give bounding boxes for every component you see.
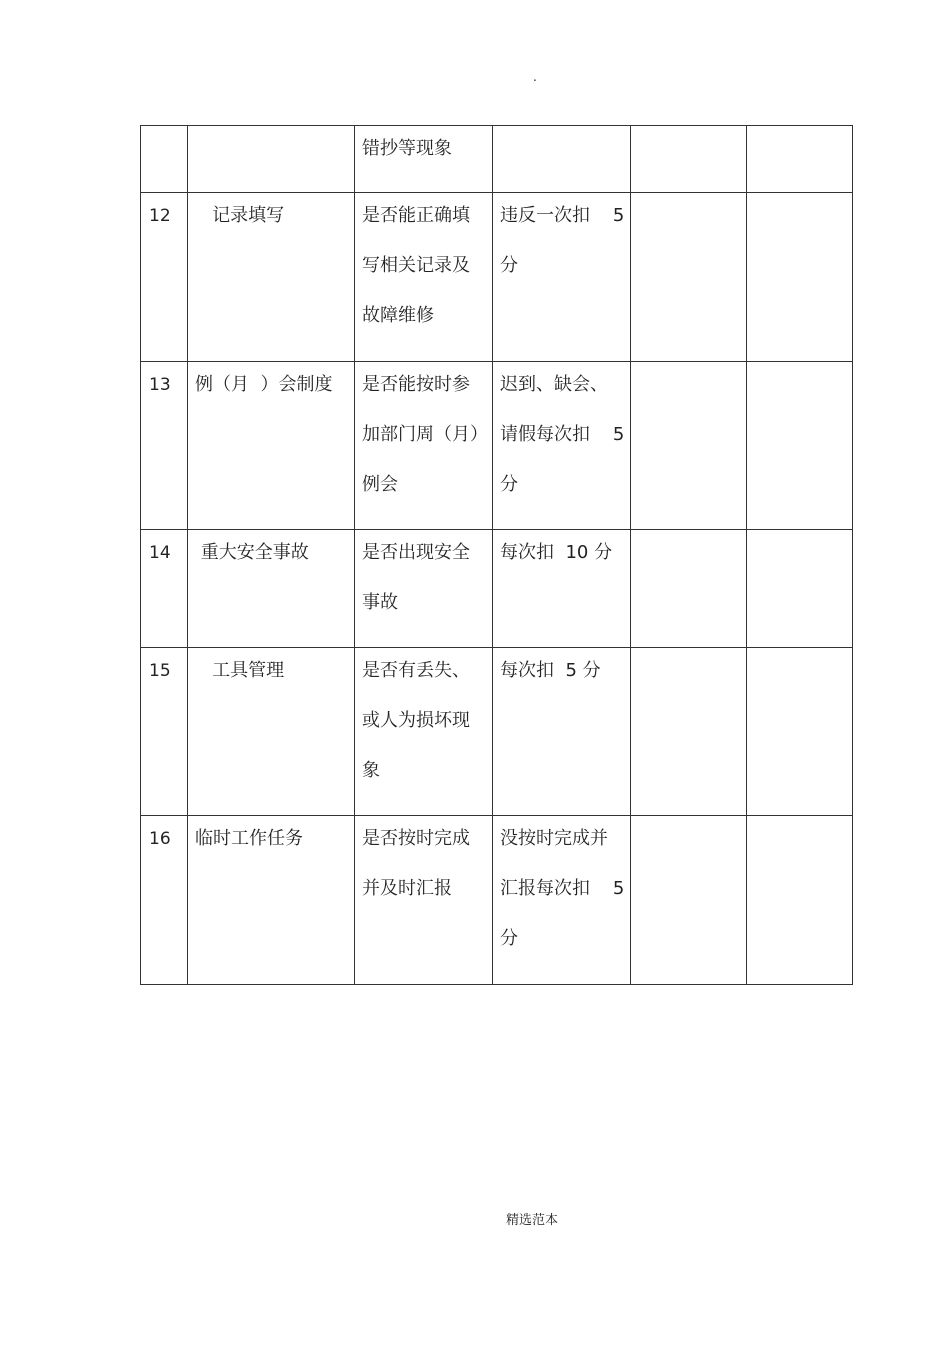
item-cell: 例（月 ）会制度 <box>188 362 355 530</box>
deduction-line: 每次扣 10 分 <box>500 542 613 563</box>
criteria-line: 是否按时完成 <box>362 828 470 849</box>
score-cell <box>631 362 747 530</box>
table-row <box>141 126 853 193</box>
criteria-cell <box>355 126 493 193</box>
row-number-cell <box>141 126 188 193</box>
criteria-line: 是否能按时参 <box>362 374 470 395</box>
criteria-line: 象 <box>362 760 380 781</box>
criteria-line: 例会 <box>362 474 398 495</box>
table-row <box>141 362 853 530</box>
criteria-line: 是否有丢失、 <box>362 660 470 681</box>
remark-cell <box>747 193 853 362</box>
item-cell <box>188 126 355 193</box>
criteria-line: 或人为损坏现 <box>362 710 470 731</box>
header-mark: . <box>533 70 537 84</box>
deduction-cell <box>493 530 631 648</box>
remark-cell <box>747 816 853 985</box>
deduction-cell <box>493 816 631 985</box>
score-cell <box>631 530 747 648</box>
criteria-line: 写相关记录及 <box>362 255 470 276</box>
criteria-line: 是否能正确填 <box>362 205 470 226</box>
criteria-line: 事故 <box>362 592 398 613</box>
criteria-cell <box>355 530 493 648</box>
remark-cell <box>747 362 853 530</box>
criteria-line: 并及时汇报 <box>362 878 452 899</box>
item-cell: 重大安全事故 <box>188 530 355 648</box>
criteria-cell <box>355 193 493 362</box>
score-cell <box>631 816 747 985</box>
row-number-cell: 14 <box>141 530 188 648</box>
deduction-line: 分 <box>500 255 518 276</box>
remark-cell <box>747 126 853 193</box>
deduction-line: 违反一次扣 5 <box>500 205 625 226</box>
remark-cell <box>747 648 853 816</box>
item-cell: 工具管理 <box>188 648 355 816</box>
criteria-cell <box>355 648 493 816</box>
item-cell: 记录填写 <box>188 193 355 362</box>
row-number-cell: 16 <box>141 816 188 985</box>
table-row <box>141 648 853 816</box>
criteria-line: 错抄等现象 <box>362 138 452 159</box>
deduction-cell <box>493 193 631 362</box>
criteria-line: 故障维修 <box>362 305 434 326</box>
criteria-cell <box>355 816 493 985</box>
score-cell <box>631 126 747 193</box>
deduction-line: 没按时完成并 <box>500 828 608 849</box>
table-row <box>141 530 853 648</box>
deduction-cell <box>493 648 631 816</box>
deduction-line: 每次扣 5 分 <box>500 660 601 681</box>
table-row <box>141 193 853 362</box>
deduction-line: 分 <box>500 928 518 949</box>
deduction-cell <box>493 126 631 193</box>
row-number-cell: 15 <box>141 648 188 816</box>
deduction-cell <box>493 362 631 530</box>
score-cell <box>631 648 747 816</box>
item-cell: 临时工作任务 <box>188 816 355 985</box>
deduction-line: 请假每次扣 5 <box>500 424 625 445</box>
row-number-cell: 13 <box>141 362 188 530</box>
score-cell <box>631 193 747 362</box>
table-row <box>141 816 853 985</box>
deduction-line: 迟到、缺会、 <box>500 374 608 395</box>
criteria-line: 是否出现安全 <box>362 542 470 563</box>
row-number-cell: 12 <box>141 193 188 362</box>
deduction-line: 汇报每次扣 5 <box>500 878 625 899</box>
criteria-cell <box>355 362 493 530</box>
assessment-table <box>140 125 853 985</box>
page-footer: 精选范本 <box>506 1213 559 1228</box>
deduction-line: 分 <box>500 474 518 495</box>
criteria-line: 加部门周（月） <box>362 424 488 445</box>
remark-cell <box>747 530 853 648</box>
